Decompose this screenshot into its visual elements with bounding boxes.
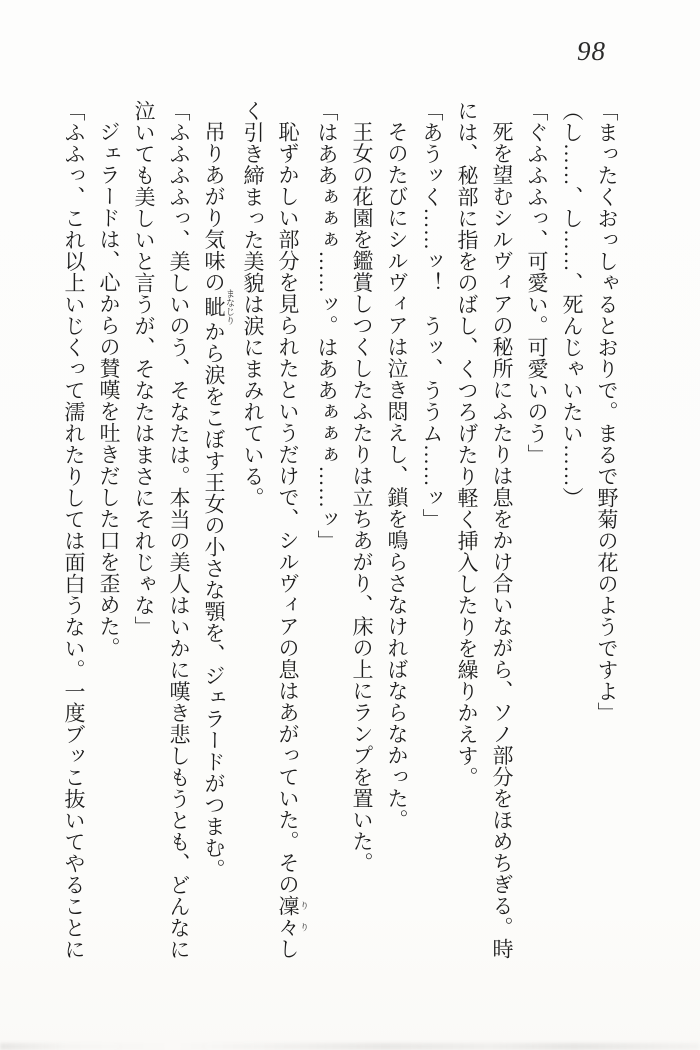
- text-block: [56, 100, 624, 1000]
- text-line: 泣いても美しいと言うが、そなたはまさにそれじゃな」: [132, 100, 156, 638]
- text-line: 「あうッく……ッ！ うッ、ううム……ッ」: [420, 100, 444, 530]
- text-line: 恥ずかしい部分を見られたというだけで、シルヴィアの息はあがっていた。その凜々 りりし: [276, 121, 309, 960]
- text-line: 「ぐふふふっ、可愛い。可愛いのう」: [525, 100, 549, 466]
- text-line: には、秘部に指をのばし、くつろげたり軽く挿入したりを繰りかえす。: [455, 100, 479, 788]
- text-line: く引き締まった美貌は涙にまみれている。: [241, 100, 265, 509]
- page-number: 98: [577, 36, 606, 66]
- text-line: 「ふふっ、これ以上いじくって濡れたりしては面白うない。一度ブッこ抜いてやることに: [62, 100, 86, 960]
- text-line: ジェラードは、心からの賛嘆を吐きだした口を歪めた。: [97, 121, 121, 659]
- text-line: 「ふふふふっ、美しいのう、そなたは。本当の美人はいかに嘆き悲しもうとも、どんなに: [167, 100, 191, 960]
- text-line: 死を望むシルヴィアの秘所にふたりは息をかけ合いながら、ソノ部分をほめちぎる。時: [490, 121, 514, 960]
- text-line: 吊りあがり気味の眦 まなじりから涙をこぼす王女の小さな顎を、ジェラードがつまむ。: [202, 121, 235, 880]
- text-line: 「まったくおっしゃるとおりで。まるで野菊の花のようですよ」: [595, 100, 619, 724]
- text-line: 「はああぁぁぁ……ッ。はああぁぁぁ……ッ」: [315, 100, 339, 552]
- text-line: （し……、し……、死んじゃいたい……）: [560, 100, 584, 509]
- text-line: そのたびにシルヴィアは泣き悶えし、鎖を鳴らさなければならなかった。: [385, 121, 409, 831]
- scan-artifact-bottom: [0, 1043, 700, 1050]
- text-line: 王女の花園を鑑賞しつくしたふたりは立ちあがり、床の上にランプを置いた。: [350, 121, 374, 874]
